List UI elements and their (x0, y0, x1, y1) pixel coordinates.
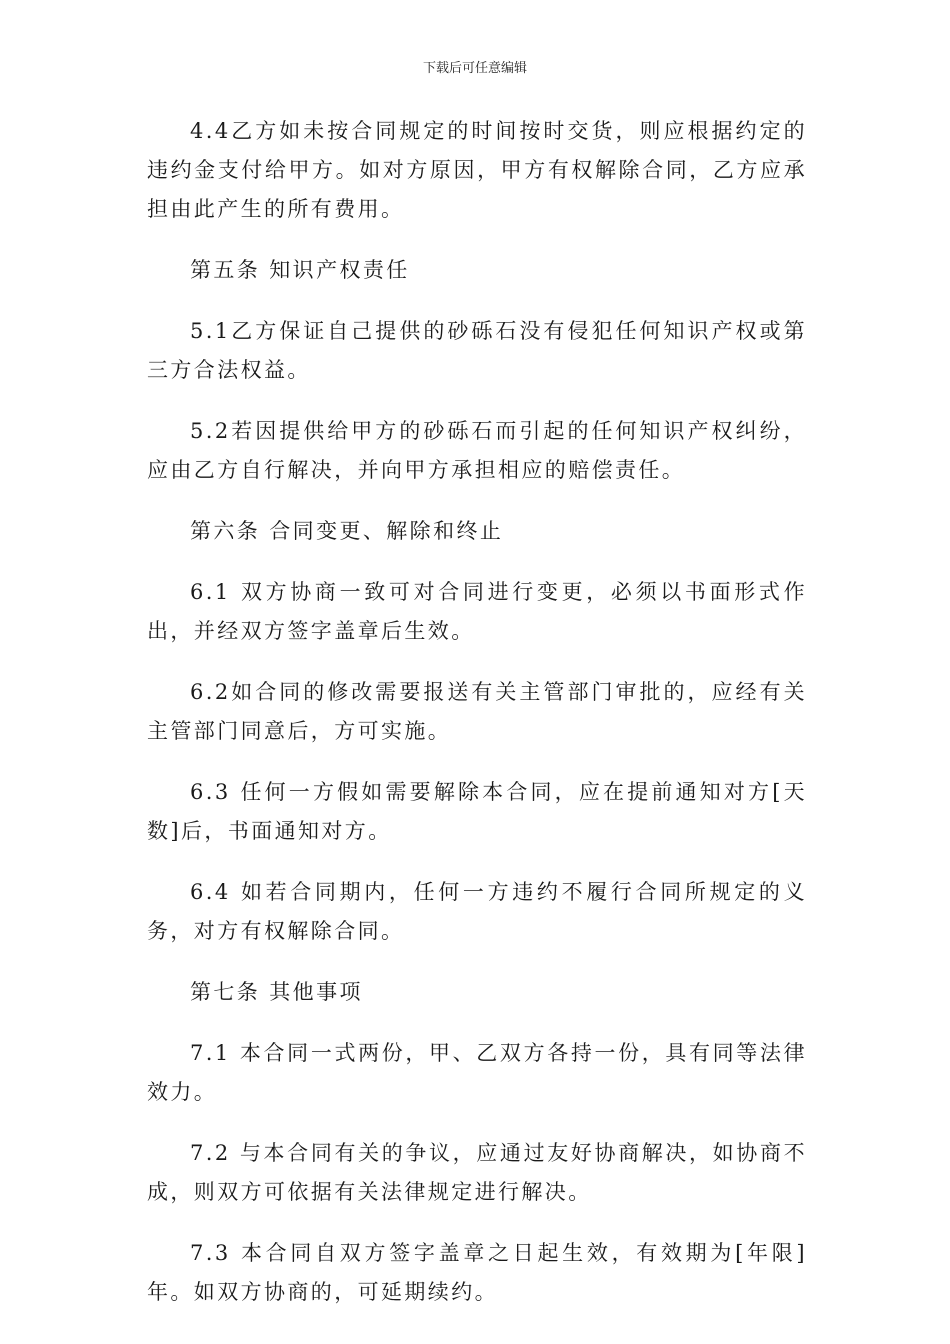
section-heading-6: 第六条 合同变更、解除和终止 (190, 519, 504, 543)
paragraph-6-2: 6.2如合同的修改需要报送有关主管部门审批的，应经有关主管部门同意后，方可实施。 (147, 680, 807, 743)
paragraph-5-2: 5.2若因提供给甲方的砂砾石而引起的任何知识产权纠纷，应由乙方自行解决，并向甲方承担相应的赔偿责任。 (147, 419, 807, 482)
paragraph-4-4: 4.4乙方如未按合同规定的时间按时交货，则应根据约定的违约金支付给甲方。如对方原因，甲方有权解除合同，乙方应承担由此产生的所有费用。 (147, 119, 807, 221)
paragraph-5-1: 5.1乙方保证自己提供的砂砾石没有侵犯任何知识产权或第三方合法权益。 (147, 319, 807, 382)
paragraph-7-2: 7.2 与本合同有关的争议，应通过友好协商解决，如协商不成，则双方可依据有关法律规定进行解决。 (147, 1141, 807, 1204)
section-heading-7: 第七条 其他事项 (190, 980, 363, 1004)
paragraph-6-1: 6.1 双方协商一致可对合同进行变更，必须以书面形式作出，并经双方签字盖章后生效。 (147, 580, 807, 643)
section-heading-5: 第五条 知识产权责任 (190, 258, 410, 282)
header-note: 下载后可任意编辑 (422, 61, 527, 76)
paragraph-7-3: 7.3 本合同自双方签字盖章之日起生效，有效期为[年限]年。如双方协商的，可延期续约。 (147, 1241, 807, 1304)
paragraph-6-4: 6.4 如若合同期内，任何一方违约不履行合同所规定的义务，对方有权解除合同。 (147, 880, 807, 943)
paragraph-7-1: 7.1 本合同一式两份，甲、乙双方各持一份，具有同等法律效力。 (147, 1041, 807, 1104)
paragraph-6-3: 6.3 任何一方假如需要解除本合同，应在提前通知对方[天数]后，书面通知对方。 (147, 780, 807, 843)
document-body (147, 112, 807, 1334)
